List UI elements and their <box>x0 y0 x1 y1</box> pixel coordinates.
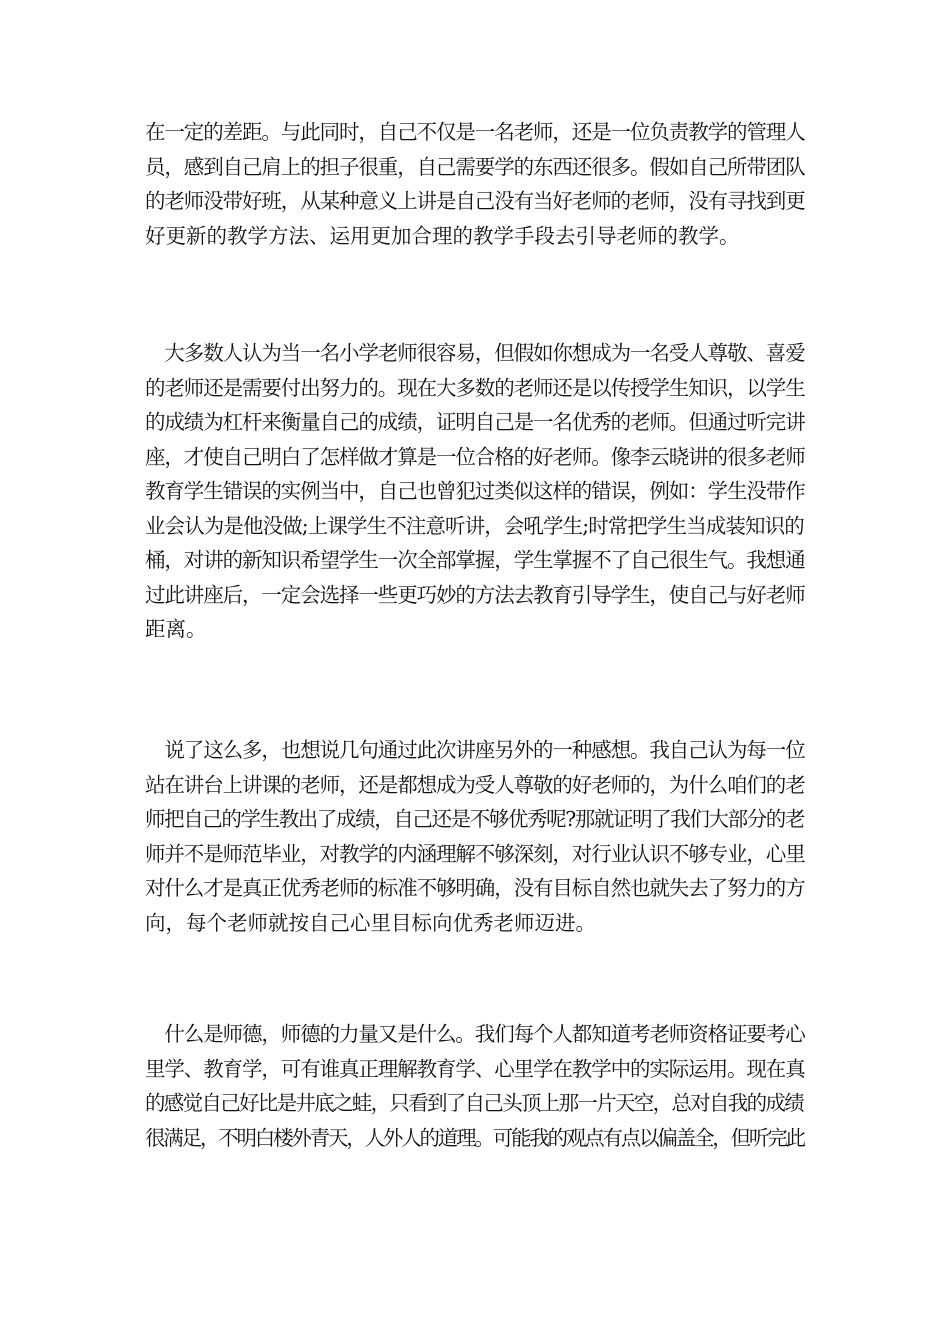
text-line: 业会认为是他没做;上课学生不注意听讲，会吼学生;时常把学生当成装知识的 <box>145 513 804 538</box>
text-line: 向，每个老师就按自己心里目标向优秀老师迈进。 <box>145 910 596 935</box>
text-line: 对什么才是真正优秀老师的标准不够明确，没有目标自然也就失去了努力的方 <box>145 876 805 900</box>
text-line: 师把自己的学生教出了成绩，自己还是不够优秀呢?那就证明了我们大部分的老 <box>145 807 804 831</box>
text-line: 的感觉自己好比是井底之蛙，只看到了自己头顶上那一片天空，总对自我的成绩 <box>145 1091 803 1115</box>
text-line: 很满足，不明白楼外青天，人外人的道理。可能我的观点有点以偏盖全，但听完此 <box>145 1125 804 1150</box>
text-line: 过此讲座后，一定会选择一些更巧妙的方法去教育引导学生，使自己与好老师 <box>145 582 805 607</box>
text-line: 大多数人认为当一名小学老师很容易，但假如你想成为一名受人尊敬、喜爱 <box>145 341 805 365</box>
text-line: 的老师还是需要付出努力的。现在大多数的老师还是以传授学生知识，以学生 <box>145 375 805 400</box>
paragraph-3 <box>145 733 805 940</box>
text-line: 员，感到自己肩上的担子很重，自己需要学的东西还很多。假如自己所带团队 <box>145 154 805 179</box>
text-line: 师并不是师范毕业，对教学的内涵理解不够深刻，对行业认识不够专业，心里 <box>145 841 805 866</box>
text-line: 里学、教育学，可有谁真正理解教育学、心里学在教学中的实际运用。现在真 <box>145 1056 805 1081</box>
text-line: 什么是师德，师德的力量又是什么。我们每个人都知道考老师资格证要考心 <box>145 1022 805 1046</box>
text-line: 说了这么多，也想说几句通过此次讲座另外的一种感想。我自己认为每一位 <box>145 738 805 762</box>
text-line: 在一定的差距。与此同时，自己不仅是一名老师，还是一位负责教学的管理人 <box>145 120 805 144</box>
text-line: 桶，对讲的新知识希望学生一次全部掌握，学生掌握不了自己很生气。我想通 <box>145 548 805 572</box>
text-line: 的成绩为杠杆来衡量自己的成绩，证明自己是一名优秀的老师。但通过听完讲 <box>145 410 805 434</box>
paragraph-4 <box>145 1017 805 1155</box>
text-line: 好更新的教学方法、运用更加合理的教学手段去引导老师的教学。 <box>145 223 740 248</box>
paragraph-1 <box>145 115 805 253</box>
text-line: 座，才使自己明白了怎样做才算是一位合格的好老师。像李云晓讲的很多老师 <box>145 444 805 469</box>
text-line: 的老师没带好班，从某种意义上讲是自己没有当好老师的老师，没有寻找到更 <box>145 189 805 213</box>
text-line: 距离。 <box>145 617 207 641</box>
text-line: 教育学生错误的实例当中，自己也曾犯过类似这样的错误，例如：学生没带作 <box>145 479 805 503</box>
paragraph-2 <box>145 336 805 647</box>
text-line: 站在讲台上讲课的老师，还是都想成为受人尊敬的好老师的，为什么咱们的老 <box>145 772 805 797</box>
